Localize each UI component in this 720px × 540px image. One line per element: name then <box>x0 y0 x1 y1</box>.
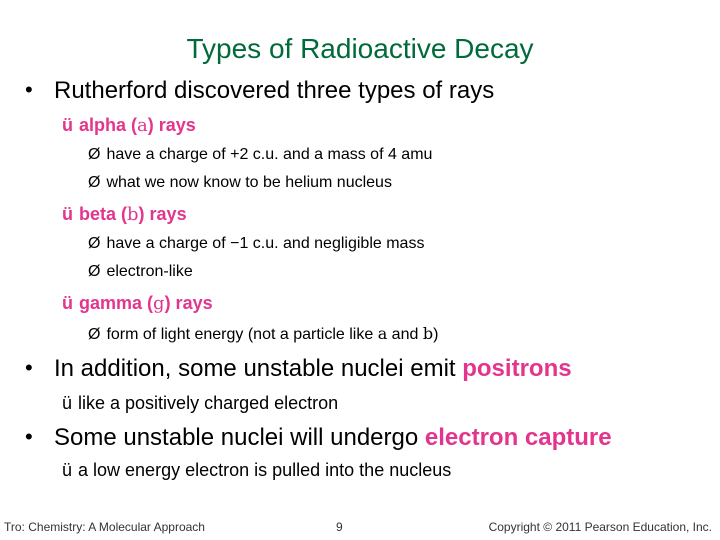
bullet-text: In addition, some unstable nuclei emit <box>54 355 463 382</box>
subitem-text: a low energy electron is pulled into the nucleus <box>78 460 452 480</box>
beta-label-post: ) rays <box>138 204 187 224</box>
bullet-electron-capture <box>25 424 612 452</box>
checkmark-icon: ü <box>62 393 73 413</box>
alpha-symbol: a <box>137 115 148 136</box>
bullet-icon: • <box>25 424 33 449</box>
bullet-positrons <box>25 355 572 383</box>
beta-item-text: electron-like <box>106 263 193 280</box>
alpha-item-text: have a charge of +2 c.u. and a mass of 4 amu <box>106 146 433 163</box>
arrow-icon: Ø <box>88 326 101 343</box>
alpha-item-text: what we now know to be helium nucleus <box>106 174 392 191</box>
gamma-item-text-pre: form of light energy (not a particle like <box>106 326 378 343</box>
alpha-symbol: a <box>377 324 388 343</box>
checkmark-icon: ü <box>62 460 73 480</box>
beta-item-charge <box>88 235 424 253</box>
checkmark-icon: ü <box>62 115 73 135</box>
bullet-icon: • <box>25 77 33 102</box>
beta-symbol: b <box>127 204 139 225</box>
checkmark-icon: ü <box>62 293 73 313</box>
alpha-label-pre: alpha ( <box>79 115 138 135</box>
bullet-text: Rutherford discovered three types of rays <box>54 77 495 104</box>
arrow-icon: Ø <box>88 263 101 280</box>
bullet-text: Some unstable nuclei will undergo <box>54 424 425 451</box>
positrons-highlight: positrons <box>462 355 572 382</box>
bullet-rutherford <box>25 77 495 105</box>
gamma-item-text-post: ) <box>433 326 439 343</box>
arrow-icon: Ø <box>88 146 101 163</box>
bullet-icon: • <box>25 355 33 380</box>
alpha-label-post: ) rays <box>147 115 196 135</box>
alpha-item-helium <box>88 174 392 192</box>
gamma-item-text-mid: and <box>387 326 423 343</box>
gamma-label-post: ) rays <box>164 293 213 313</box>
subitem-gamma <box>62 293 213 314</box>
arrow-icon: Ø <box>88 235 101 252</box>
subitem-capture-desc <box>62 460 451 481</box>
beta-item-electron <box>88 263 193 281</box>
alpha-item-charge <box>88 146 432 164</box>
gamma-item-light <box>88 324 438 344</box>
footer-course-title: Tro: Chemistry: A Molecular Approach <box>4 520 205 534</box>
subitem-positron-desc <box>62 393 338 414</box>
footer-copyright: Copyright © 2011 Pearson Education, Inc. <box>488 520 712 534</box>
beta-item-text: have a charge of −1 c.u. and negligible mass <box>106 235 425 252</box>
beta-symbol: b <box>422 324 434 343</box>
gamma-symbol: g <box>153 293 165 314</box>
beta-label-pre: beta ( <box>79 204 128 224</box>
subitem-alpha <box>62 115 196 136</box>
subitem-beta <box>62 204 187 225</box>
footer-page-number: 9 <box>336 520 343 534</box>
checkmark-icon: ü <box>62 204 73 224</box>
electron-capture-highlight: electron capture <box>424 424 612 451</box>
gamma-label-pre: gamma ( <box>79 293 154 313</box>
slide-title: Types of Radioactive Decay <box>186 33 534 64</box>
arrow-icon: Ø <box>88 174 101 191</box>
subitem-text: like a positively charged electron <box>78 393 339 413</box>
